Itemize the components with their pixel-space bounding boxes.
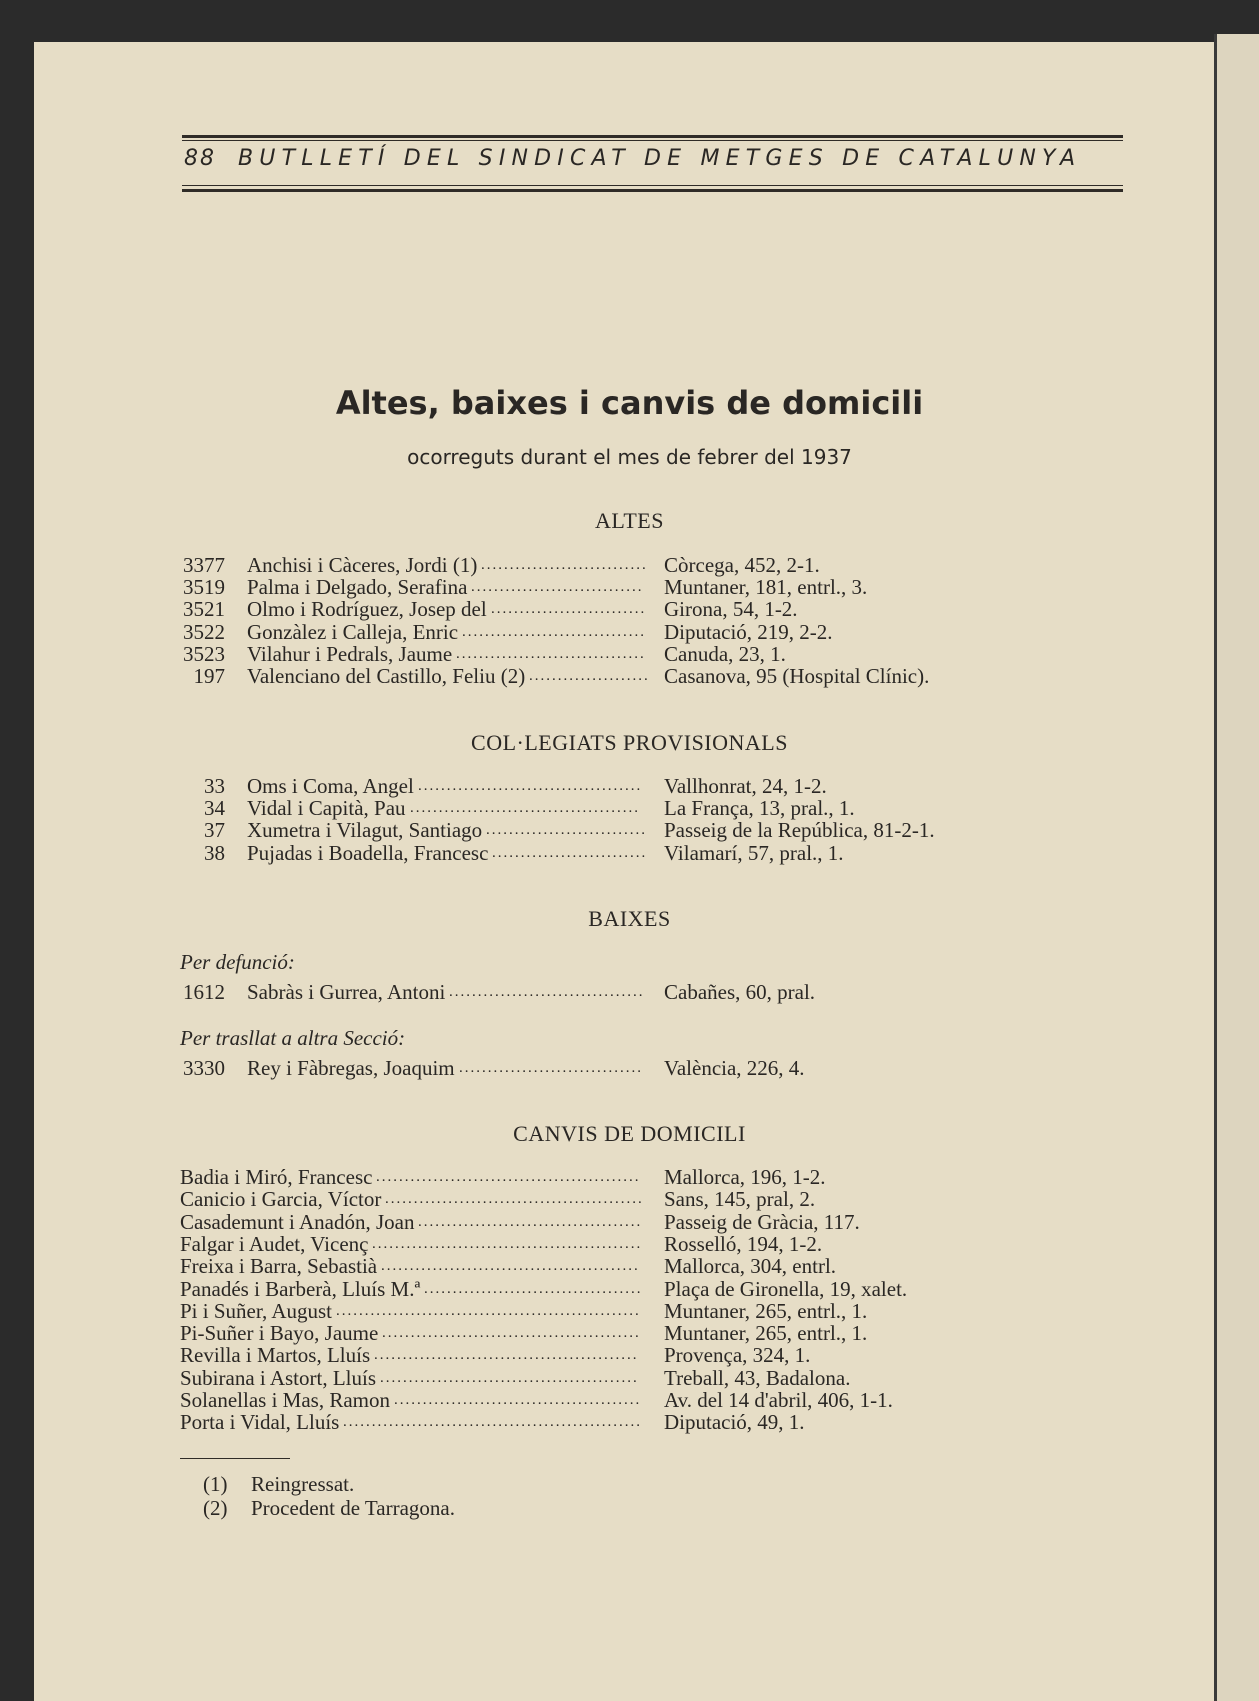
member-name: Porta i Vidal, Lluís bbox=[180, 1410, 340, 1435]
leader-dots: ..................... bbox=[529, 668, 650, 684]
table-row bbox=[180, 1277, 1080, 1301]
leader-dots: .............................................. bbox=[376, 1169, 641, 1185]
member-number: 1612 bbox=[183, 980, 225, 1004]
leader-dots: ................................ bbox=[462, 623, 646, 640]
table-row bbox=[180, 1410, 1080, 1434]
member-address: Treball, 43, Badalona. bbox=[664, 1365, 851, 1390]
member-address: Cabañes, 60, pral. bbox=[664, 980, 816, 1004]
table-row bbox=[180, 796, 1080, 820]
member-name: Pi-Suñer i Bayo, Jaume bbox=[180, 1321, 379, 1346]
page-subtitle: ocorreguts durant el mes de febrer del 1937 bbox=[407, 445, 852, 469]
footnote-rule bbox=[180, 1458, 290, 1459]
leader-dots: ........................... bbox=[492, 844, 648, 861]
member-address: Plaça de Gironella, 19, xalet. bbox=[664, 1276, 908, 1301]
running-head bbox=[184, 146, 1124, 171]
member-address: Casanova, 95 (Hospital Clínic). bbox=[664, 664, 930, 688]
leader-dots: ............................ bbox=[486, 822, 647, 839]
member-address: València, 226, 4. bbox=[664, 1056, 805, 1080]
header-rule-bottom-thin bbox=[182, 185, 1123, 186]
leader-dots: ............................................. bbox=[381, 1258, 640, 1275]
leader-dots: ............................................. bbox=[382, 1325, 641, 1342]
member-name: Valenciano del Castillo, Feliu (2) bbox=[247, 664, 526, 688]
table-row bbox=[180, 1232, 1080, 1256]
leader-dots: ............................................. bbox=[380, 1369, 639, 1386]
baixes-heading: BAIXES bbox=[588, 906, 671, 931]
leader-dots: ............................. bbox=[481, 557, 648, 573]
member-number: 34 bbox=[204, 796, 225, 821]
member-name: Oms i Coma, Angel bbox=[247, 774, 414, 798]
leader-dots: ............................................. bbox=[385, 1191, 644, 1208]
member-address: Av. del 14 d'abril, 406, 1-1. bbox=[664, 1388, 893, 1412]
table-row bbox=[180, 980, 1080, 1004]
leader-dots: .................................................... bbox=[343, 1414, 642, 1431]
member-address: Mallorca, 304, entrl. bbox=[664, 1254, 837, 1279]
member-address: Rosselló, 194, 1-2. bbox=[664, 1231, 823, 1256]
member-name: Gonzàlez i Calleja, Enric bbox=[247, 619, 459, 644]
leader-dots: .............................................. bbox=[374, 1347, 639, 1364]
member-address: Diputació, 219, 2-2. bbox=[664, 619, 833, 644]
leader-dots: ........................................... bbox=[394, 1392, 642, 1408]
member-name: Freixa i Barra, Sebastià bbox=[180, 1254, 378, 1279]
altes-heading: ALTES bbox=[595, 508, 664, 533]
member-address: Muntaner, 265, entrl., 1. bbox=[664, 1298, 868, 1323]
leader-dots: ....................................... bbox=[418, 778, 643, 794]
leader-dots: ................................ bbox=[459, 1060, 643, 1076]
member-name: Badia i Miró, Francesc bbox=[180, 1165, 373, 1189]
member-name: Falgar i Audet, Vicenç bbox=[180, 1231, 369, 1256]
page-sheet bbox=[34, 42, 1214, 1701]
leader-dots: .................................. bbox=[449, 984, 645, 1000]
member-name: Olmo i Rodríguez, Josep del bbox=[247, 597, 487, 622]
table-row bbox=[180, 1321, 1080, 1345]
member-number: 3521 bbox=[183, 597, 225, 622]
member-name: Revilla i Martos, Lluís bbox=[180, 1343, 371, 1368]
running-title: BUTLLETÍ DEL SINDICAT DE METGES DE CATALUNYA bbox=[238, 146, 1082, 171]
member-name: Canicio i Garcia, Víctor bbox=[180, 1187, 382, 1212]
leader-dots: ........................... bbox=[491, 601, 647, 618]
footnote-marker: (2) bbox=[203, 1496, 228, 1520]
table-row bbox=[180, 1343, 1080, 1367]
member-name: Vilahur i Pedrals, Jaume bbox=[247, 641, 453, 666]
member-name: Subirana i Astort, Lluís bbox=[180, 1365, 376, 1390]
member-address: Vallhonrat, 24, 1-2. bbox=[664, 774, 827, 798]
member-name: Xumetra i Vilagut, Santiago bbox=[247, 818, 483, 843]
table-row bbox=[180, 1165, 1080, 1189]
leader-dots: ........................................ bbox=[410, 800, 640, 817]
member-address: La França, 13, pral., 1. bbox=[664, 796, 855, 821]
member-name: Vidal i Capità, Pau bbox=[247, 796, 406, 821]
table-row bbox=[180, 620, 1080, 644]
table-row bbox=[180, 1187, 1080, 1211]
member-number: 33 bbox=[204, 774, 225, 798]
baixes-group-label: Per defunció: bbox=[180, 950, 295, 974]
table-row bbox=[180, 642, 1080, 666]
table-row bbox=[180, 774, 1080, 798]
leader-dots: .............................. bbox=[471, 579, 644, 596]
member-number: 3377 bbox=[183, 553, 225, 577]
member-address: Sans, 145, pral, 2. bbox=[664, 1187, 816, 1212]
table-row bbox=[180, 1299, 1080, 1323]
member-name: Casademunt i Anadón, Joan bbox=[180, 1209, 415, 1234]
footnote-text: Reingressat. bbox=[251, 1472, 355, 1496]
baixes-group-label: Per trasllat a altra Secció: bbox=[180, 1026, 406, 1050]
table-row bbox=[180, 1388, 1080, 1412]
member-number: 3523 bbox=[183, 641, 225, 666]
page-title: Altes, baixes i canvis de domicili bbox=[335, 384, 924, 422]
member-address: Passeig de la República, 81-2-1. bbox=[664, 818, 935, 843]
leader-dots: ............................................... bbox=[372, 1235, 643, 1252]
table-row bbox=[180, 1254, 1080, 1278]
member-number: 3519 bbox=[183, 575, 225, 600]
table-row bbox=[180, 1366, 1080, 1390]
member-address: Muntaner, 181, entrl., 3. bbox=[664, 575, 868, 600]
member-name: Solanellas i Mas, Ramon bbox=[180, 1388, 390, 1412]
table-row bbox=[180, 664, 1080, 688]
leader-dots: ....................................... bbox=[418, 1213, 643, 1230]
member-name: Rey i Fàbregas, Joaquim bbox=[247, 1056, 455, 1080]
member-address: Diputació, 49, 1. bbox=[664, 1410, 805, 1435]
table-row bbox=[180, 1056, 1080, 1080]
member-name: Panadés i Barberà, Lluís M.ª bbox=[180, 1276, 421, 1301]
provisionals-heading: COL·LEGIATS PROVISIONALS bbox=[471, 730, 788, 755]
leader-dots: ...................................... bbox=[424, 1280, 643, 1297]
member-name: Pujadas i Boadella, Francesc bbox=[247, 840, 489, 865]
member-name: Anchisi i Càceres, Jordi (1) bbox=[247, 553, 478, 577]
member-address: Passeig de Gràcia, 117. bbox=[664, 1209, 860, 1234]
member-name: Pi i Suñer, August bbox=[180, 1298, 333, 1323]
member-number: 3522 bbox=[183, 619, 225, 644]
table-row bbox=[180, 575, 1080, 599]
member-number: 38 bbox=[204, 840, 225, 865]
member-name: Sabràs i Gurrea, Antoni bbox=[247, 980, 446, 1004]
table-row bbox=[180, 597, 1080, 621]
footnote bbox=[203, 1472, 354, 1497]
header-rule-top-thin bbox=[182, 140, 1123, 141]
table-row bbox=[180, 553, 1080, 577]
facing-page-edge bbox=[1214, 34, 1259, 1701]
page-number: 88 bbox=[184, 146, 216, 171]
header-rule-top bbox=[182, 135, 1123, 138]
member-number: 197 bbox=[193, 664, 225, 688]
table-row bbox=[180, 1210, 1080, 1234]
member-address: Provença, 324, 1. bbox=[664, 1343, 811, 1368]
member-number: 3330 bbox=[183, 1056, 225, 1080]
member-address: Muntaner, 265, entrl., 1. bbox=[664, 1321, 868, 1346]
member-address: Girona, 54, 1-2. bbox=[664, 597, 798, 622]
member-address: Vilamarí, 57, pral., 1. bbox=[664, 840, 844, 865]
footnote-text: Procedent de Tarragona. bbox=[251, 1496, 455, 1520]
member-address: Mallorca, 196, 1-2. bbox=[664, 1165, 826, 1189]
member-name: Palma i Delgado, Serafina bbox=[247, 575, 468, 600]
footnote bbox=[203, 1496, 455, 1521]
footnote-marker: (1) bbox=[203, 1472, 228, 1496]
table-row bbox=[180, 841, 1080, 865]
header-rule-bottom bbox=[182, 189, 1123, 192]
table-row bbox=[180, 818, 1080, 842]
member-address: Canuda, 23, 1. bbox=[664, 641, 786, 666]
member-address: Còrcega, 452, 2-1. bbox=[664, 553, 820, 577]
leader-dots: ................................. bbox=[456, 645, 646, 662]
leader-dots: ..................................................... bbox=[336, 1302, 641, 1319]
member-number: 37 bbox=[204, 818, 225, 843]
canvis-heading: CANVIS DE DOMICILI bbox=[513, 1121, 746, 1146]
